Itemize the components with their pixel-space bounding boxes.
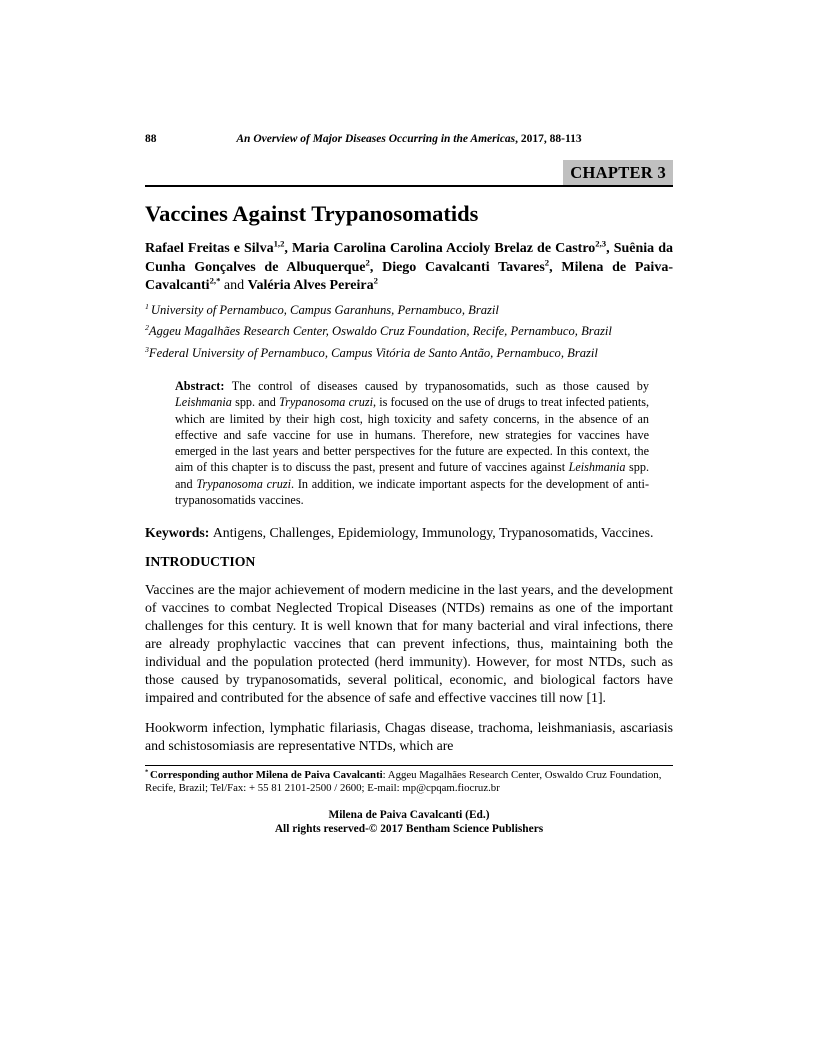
page-content (145, 133, 673, 837)
intro-paragraph-1: Vaccines are the major achievement of modern medicine in the last years, and the development of vaccines to combat Neglected Tropical Diseases (NTDs) remains as one of the important challenges for this century. It is well known that for many bacterial and viral infections, there are already prophylactic vaccines that can prevent infections, thus, maintaining both the individual and the population protected (herd immunity). However, for most NTDs, such as those caused by trypanosomatids, several political, economic, and biological factors have impaired and contributed for the absence of safe and effective vaccines till now [1]. (145, 581, 673, 705)
editor-line: Milena de Paiva Cavalcanti (Ed.) (328, 808, 490, 821)
corresponding-author-footnote: * Corresponding author Milena de Paiva Cavalcanti: Aggeu Magalhães Research Center, Oswaldo Cruz Foundation, Recife, Brazil; Tel/Fax: + 55 81 2101-2500 / 2600; E-mail: mp@cpqam.fiocruz.br (145, 765, 673, 796)
affiliation-3: $^3$Federal University of Pernambuco, Campus Vitória de Santo Antão, Pernambuco, Brazil (145, 344, 598, 360)
affiliation-2: $^2$Aggeu Magalhães Research Center, Oswaldo Cruz Foundation, Recife, Pernambuco, Brazil (145, 322, 612, 338)
chapter-banner (145, 160, 673, 187)
affiliations (145, 300, 673, 365)
affiliation-1: $^1$ University of Pernambuco, Campus Garanhuns, Pernambuco, Brazil (145, 301, 499, 317)
keywords: Keywords: Antigens, Challenges, Epidemiology, Immunology, Trypanosomatids, Vaccines. (145, 525, 654, 541)
abstract: Abstract: The control of diseases caused by trypanosomatids, such as those caused by Leishmania spp. and Trypanosoma cruzi, is focused on the use of drugs to treat infected patients, which are limited by their high cost, high toxicity and safety concerns, in the absence of an effective and safe vaccine for use in humans. Therefore, new strategies for vaccines have emerged in the last years and better perspectives for the future are expected. In this context, the aim of this chapter is to discuss the past, present and future of vaccines against Leishmania spp. and Trypanosoma cruzi. In addition, we indicate important aspects for the development of anti-trypanosomatids vaccines. (175, 379, 649, 508)
chapter-badge: CHAPTER 3 (563, 160, 673, 185)
section-heading-introduction: INTRODUCTION (145, 553, 256, 569)
running-title: An Overview of Major Diseases Occurring in the Americas, 2017, 88-113 (236, 133, 582, 145)
page-number: 88 (145, 133, 157, 145)
intro-paragraph-2: Hookworm infection, lymphatic filariasis, Chagas disease, trachoma, leishmaniasis, ascariasis and schistosomiasis are representative NTDs, which are (145, 719, 673, 753)
rights-line: All rights reserved-© 2017 Bentham Science Publishers (274, 823, 544, 836)
publisher-footer (145, 808, 673, 837)
chapter-title: Vaccines Against Trypanosomatids (145, 201, 479, 226)
authors-line: Rafael Freitas e Silva$^{1,2}$, Maria Carolina Carolina Accioly Brelaz de Castro$^{2,3}$, Suênia da Cunha Gonçalves de Albuquerque$^2$, Diego Cavalcanti Tavares$^2$, Milena de Paiva-Cavalcanti$^{2,*}$ and Valéria Alves Pereira$^2$ (145, 238, 674, 293)
page-header (145, 133, 673, 148)
